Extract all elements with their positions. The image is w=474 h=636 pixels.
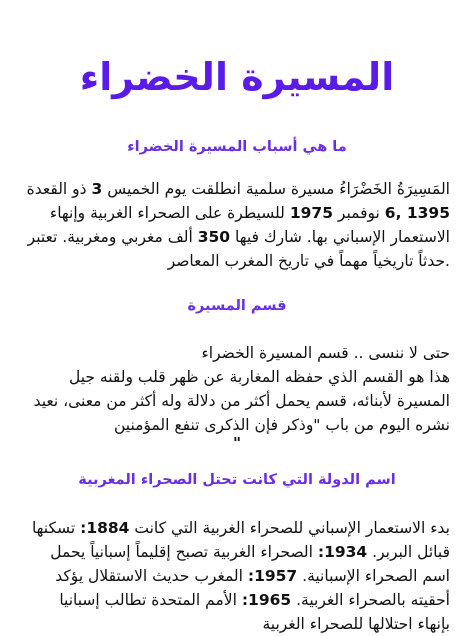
timeline-text-1: بدء الاستعمار الإسباني للصحراء الغربية التي كانت	[129, 519, 450, 537]
causes-text-end: ألف مغربي ومغربية. تعتبر .حدثاً تاريخياً مهماً في تاريخ المغرب المعاصر	[27, 228, 450, 270]
year-number: 1975	[289, 204, 333, 222]
causes-paragraph	[24, 177, 450, 273]
participant-count: 350	[197, 228, 231, 246]
timeline-text-3: الصحراء الغربية تصبح إقليماً إسبانياً يحمل اسم الصحراء الإسبانية.	[50, 543, 450, 585]
causes-text-month: ذو القعدة	[26, 180, 92, 198]
timeline-year-1965: 1965:	[241, 591, 292, 609]
timeline-text-2: تسكنها قبائل البربر.	[31, 519, 450, 561]
section-heading-occupier: اسم الدولة التي كانت تحتل الصحراء المغربية	[78, 472, 396, 488]
timeline-year-1884: 1884:	[80, 519, 130, 537]
hijri-date: 1395 ,6	[384, 204, 450, 222]
causes-text-november: نوفمبر	[332, 204, 385, 222]
causes-text-start: المَسِيرَةُ الخَضْرَاءُ مسيرة سلمية انطلقت يوم الخميس	[102, 180, 450, 198]
section-heading-oath: قسم المسيرة	[187, 298, 287, 314]
oath-body: هذا هو القسم الذي حفظه المغاربة عن ظهر قلب ولقنه جيل المسيرة لأبنائه، قسم يحمل أكثر من دلالة وله أكثر من معنى، نعيد نشره اليوم من باب "وذكر فإن الذكرى تنفع المؤمنين	[33, 368, 450, 434]
timeline-paragraph	[24, 516, 450, 636]
oath-paragraph	[24, 341, 450, 437]
closing-quote: "	[232, 434, 242, 452]
timeline-text-5: الأمم المتحدة تطالب إسبانيا بإنهاء احتلالها للصحراء الغربية	[59, 591, 450, 633]
oath-first-line: حتى لا ننسى .. قسم المسيرة الخضراء	[201, 344, 450, 362]
timeline-text-4: المغرب حديث الاستقلال يؤكد أحقيته بالصحراء الغربية.	[55, 567, 450, 609]
causes-text-middle: للسيطرة على الصحراء الغربية وإنهاء الاستعمار الإسباني بها. شارك فيها	[49, 204, 450, 246]
day-number: 3	[91, 180, 103, 198]
timeline-year-1934: 1934:	[317, 543, 368, 561]
timeline-year-1957: 1957:	[247, 567, 298, 585]
page-title: المسيرة الخضراء	[79, 55, 395, 99]
section-heading-causes: ما هي أسباب المسيرة الخضراء	[127, 139, 347, 155]
